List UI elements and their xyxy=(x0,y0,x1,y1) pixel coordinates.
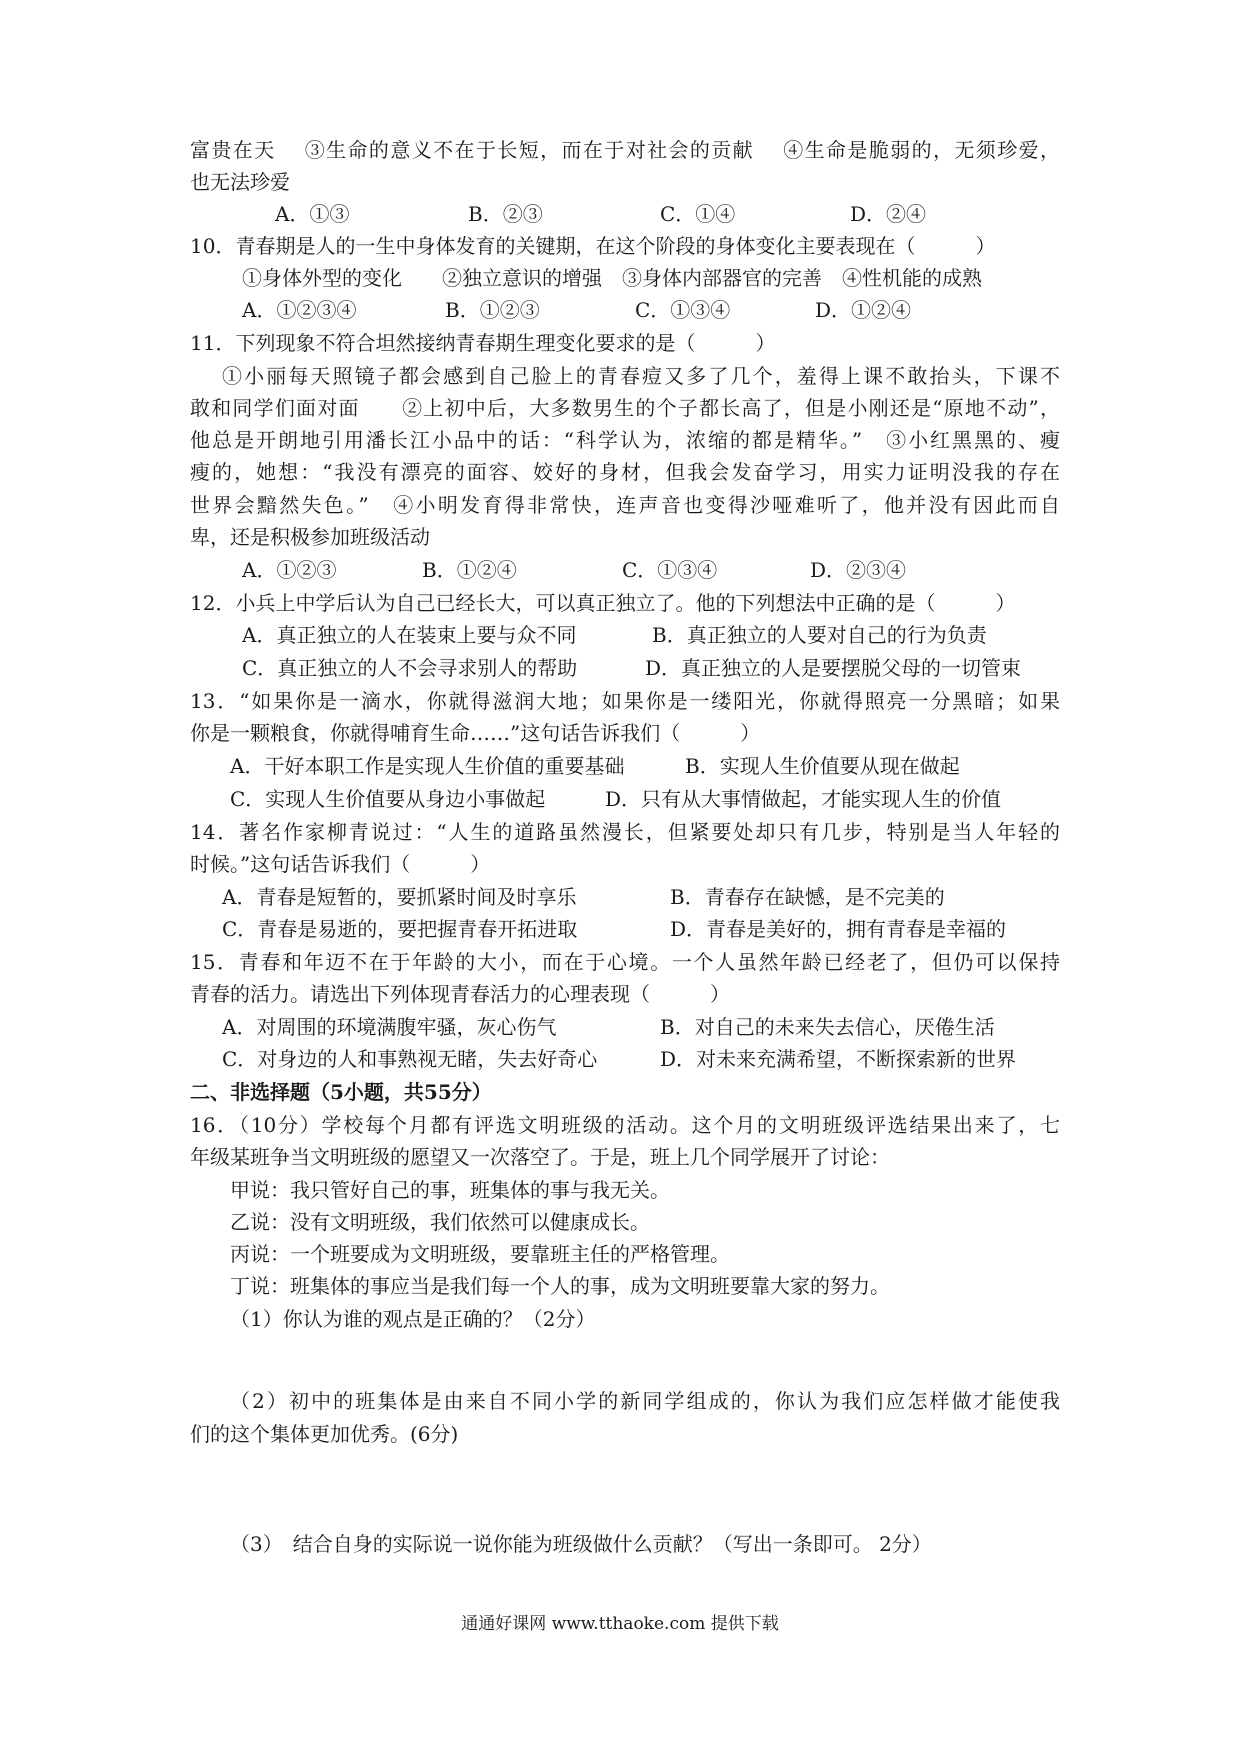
q10-option-c: C．①③④ xyxy=(635,298,731,322)
q13-stem-line-1: 13．“如果你是一滴水，你就得滋润大地；如果你是一缕阳光，你就得照亮一分黑暗；如果 xyxy=(190,689,1060,713)
q12-stem: 12．小兵上中学后认为自己已经长大，可以真正独立了。他的下列想法中正确的是（ ） xyxy=(190,591,1016,615)
q14-option-c: C．青春是易逝的，要把握青春开拓进取 xyxy=(222,917,578,941)
q9-option-d: D．②④ xyxy=(850,202,927,226)
q12-option-b: B．真正独立的人要对自己的行为负责 xyxy=(652,623,987,647)
q12-option-a: A．真正独立的人在装束上要与众不同 xyxy=(242,623,577,647)
q10-option-d: D．①②④ xyxy=(815,298,912,322)
q16-subquestion-2-line-1: （2）初中的班集体是由来自不同小学的新同学组成的，你认为我们应怎样做才能使我 xyxy=(230,1389,1060,1413)
q13-option-b: B．实现人生价值要从现在做起 xyxy=(685,754,960,778)
q11-text-line-1: ①小丽每天照镜子都会感到自己脸上的青春痘又多了几个，羞得上课不敢抬头，下课不 xyxy=(222,364,1060,388)
q10-option-b: B．①②③ xyxy=(445,298,540,322)
q10-option-a: A．①②③④ xyxy=(242,298,357,322)
q14-stem-line-2: 时候。”这句话告诉我们（ ） xyxy=(190,852,491,876)
q11-option-d: D．②③④ xyxy=(810,558,907,582)
q9-option-a: A．①③ xyxy=(275,202,350,226)
q16-stem-line-2: 年级某班争当文明班级的愿望又一次落空了。于是，班上几个同学展开了讨论： xyxy=(190,1145,890,1169)
q16-stem-line-1: 16．（10分）学校每个月都有评选文明班级的活动。这个月的文明班级评选结果出来了，七 xyxy=(190,1113,1060,1137)
q11-option-c: C．①③④ xyxy=(622,558,718,582)
q9-option-b: B．②③ xyxy=(468,202,543,226)
q11-stem: 11．下列现象不符合坦然接纳青春期生理变化要求的是（ ） xyxy=(190,331,776,355)
q16-view-jia: 甲说：我只管好自己的事，班集体的事与我无关。 xyxy=(230,1178,670,1202)
q11-option-b: B．①②④ xyxy=(422,558,517,582)
page-footer: 通通好课网 www.tthaoke.com 提供下载 xyxy=(461,1614,779,1634)
q14-option-a: A．青春是短暂的，要抓紧时间及时享乐 xyxy=(222,885,577,909)
q10-stem: 10．青春期是人的一生中身体发育的关键期，在这个阶段的身体变化主要表现在（ ） xyxy=(190,234,996,258)
q16-subquestion-2-line-2: 们的这个集体更加优秀。(6分) xyxy=(190,1422,459,1446)
q11-option-a: A．①②③ xyxy=(242,558,337,582)
q10-items: ①身体外型的变化 ②独立意识的增强 ③身体内部器官的完善 ④性机能的成熟 xyxy=(242,266,982,290)
q11-text-line-5: 世界会黯然失色。” ④小明发育得非常快，连声音也变得沙哑难听了，他并没有因此而自 xyxy=(190,493,1060,517)
q13-stem-line-2: 你是一颗粮食，你就得哺育生命……”这句话告诉我们（ ） xyxy=(190,721,761,745)
section-2-heading: 二、非选择题（5小题，共55分） xyxy=(190,1080,492,1104)
q12-option-d: D．真正独立的人是要摆脱父母的一切管束 xyxy=(645,656,1022,680)
q15-option-d: D．对未来充满希望，不断探索新的世界 xyxy=(660,1047,1017,1071)
q11-text-line-2: 敢和同学们面对面 ②上初中后，大多数男生的个子都长高了，但是小刚还是“原地不动”， xyxy=(190,396,1060,420)
q16-view-yi: 乙说：没有文明班级，我们依然可以健康成长。 xyxy=(230,1210,650,1234)
q15-stem-line-2: 青春的活力。请选出下列体现青春活力的心理表现（ ） xyxy=(190,982,730,1006)
q9-line-1: 富贵在天 ③生命的意义不在于长短，而在于对社会的贡献 ④生命是脆弱的，无须珍爱， xyxy=(190,138,1060,162)
q15-option-b: B．对自己的未来失去信心，厌倦生活 xyxy=(660,1015,995,1039)
q15-option-c: C．对身边的人和事熟视无睹，失去好奇心 xyxy=(222,1047,598,1071)
q14-option-d: D．青春是美好的，拥有青春是幸福的 xyxy=(670,917,1007,941)
q11-text-line-3: 他总是开朗地引用潘长江小品中的话：“科学认为，浓缩的都是精华。” ③小红黑黑的、瘦 xyxy=(190,428,1060,452)
q15-option-a: A．对周围的环境满腹牢骚，灰心伤气 xyxy=(222,1015,557,1039)
q16-view-bing: 丙说：一个班要成为文明班级，要靠班主任的严格管理。 xyxy=(230,1242,730,1266)
q16-subquestion-1: （1）你认为谁的观点是正确的？（2分） xyxy=(230,1307,596,1331)
q13-option-c: C．实现人生价值要从身边小事做起 xyxy=(230,787,546,811)
q11-text-line-6: 卑，还是积极参加班级活动 xyxy=(190,525,430,549)
q14-stem-line-1: 14．著名作家柳青说过：“人生的道路虽然漫长，但紧要处却只有几步，特别是当人年轻的 xyxy=(190,820,1060,844)
q15-stem-line-1: 15．青春和年迈不在于年龄的大小，而在于心境。一个人虽然年龄已经老了，但仍可以保持 xyxy=(190,950,1060,974)
q14-option-b: B．青春存在缺憾，是不完美的 xyxy=(670,885,945,909)
q13-option-a: A．干好本职工作是实现人生价值的重要基础 xyxy=(230,754,625,778)
q9-line-2: 也无法珍爱 xyxy=(190,170,290,194)
q12-option-c: C．真正独立的人不会寻求别人的帮助 xyxy=(242,656,578,680)
q9-option-c: C．①④ xyxy=(660,202,736,226)
q13-option-d: D．只有从大事情做起，才能实现人生的价值 xyxy=(605,787,1002,811)
q16-subquestion-3: （3） 结合自身的实际说一说你能为班级做什么贡献？（写出一条即可。 2分） xyxy=(230,1532,932,1556)
q11-text-line-4: 瘦的，她想：“我没有漂亮的面容、姣好的身材，但我会发奋学习，用实力证明没我的存在 xyxy=(190,460,1060,484)
q16-view-ding: 丁说：班集体的事应当是我们每一个人的事，成为文明班要靠大家的努力。 xyxy=(230,1274,890,1298)
